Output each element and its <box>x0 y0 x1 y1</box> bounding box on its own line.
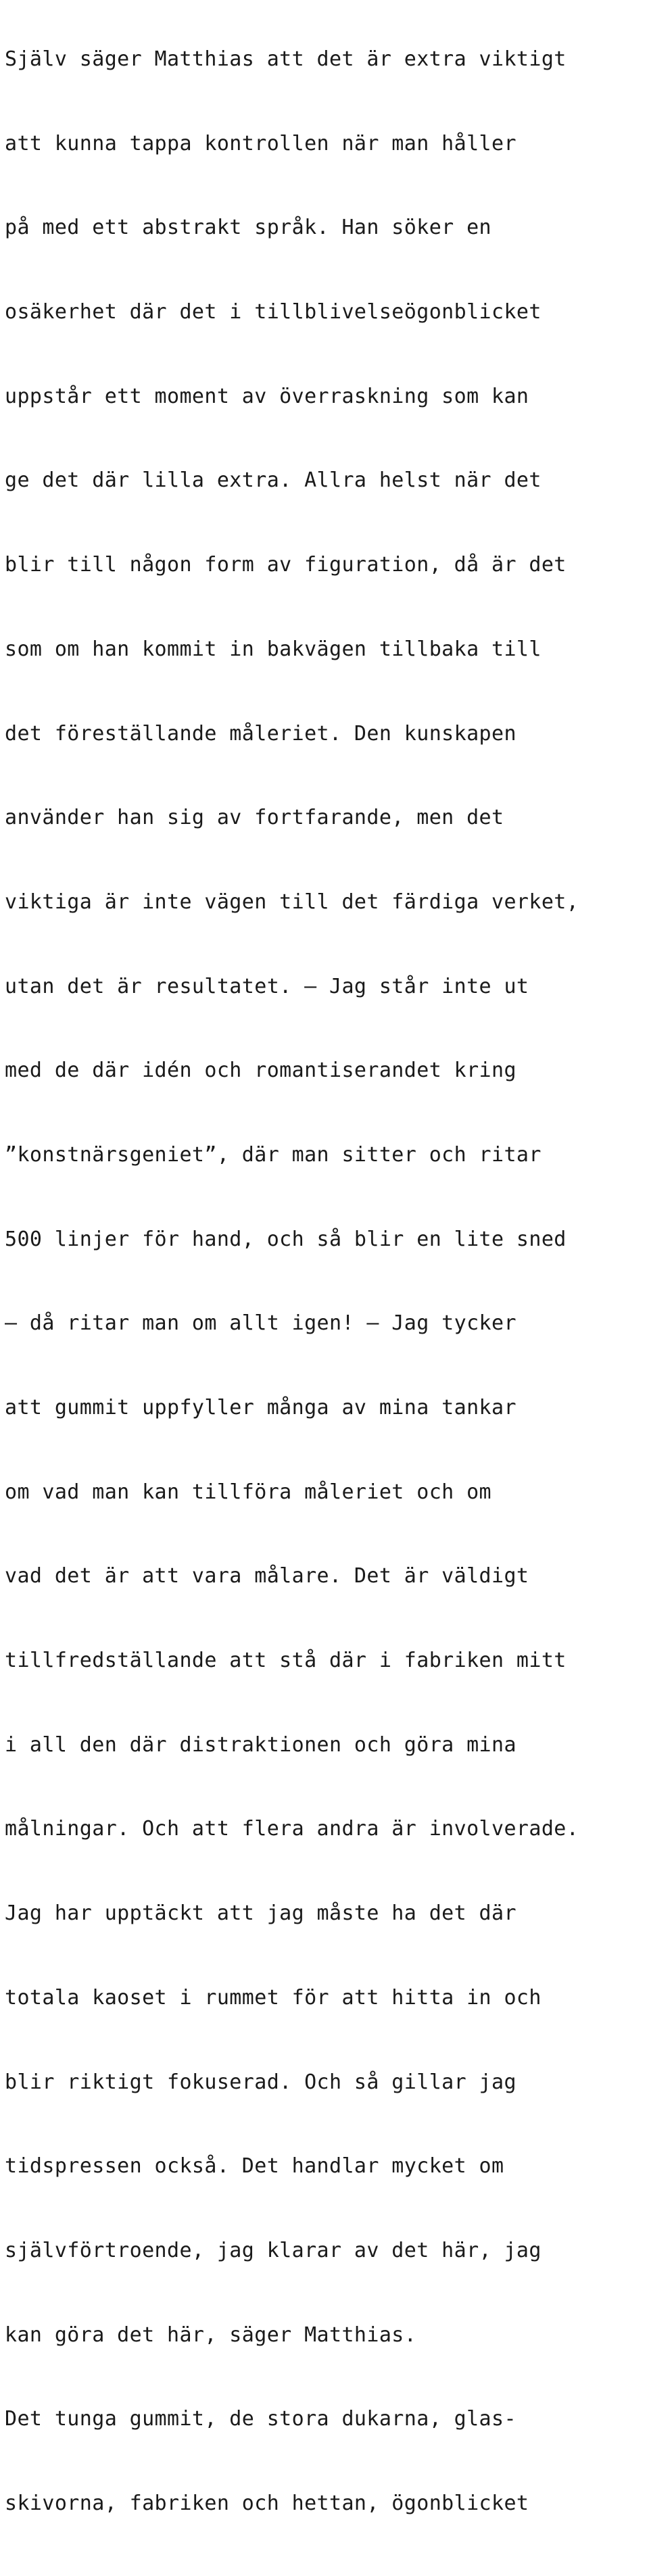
text-line: Jag har upptäckt att jag måste ha det där <box>5 1901 516 1926</box>
text-line: att kunna tappa kontrollen när man håller <box>5 131 516 155</box>
text-line: som om han kommit in bakvägen tillbaka till <box>5 637 542 661</box>
text-line: om vad man kan tillföra måleriet och om <box>5 1480 491 1504</box>
text-line: kan göra det här, säger Matthias. <box>5 2323 417 2347</box>
text-line: uppstår ett moment av överraskning som kan <box>5 384 529 408</box>
text-line: att gummit uppfyller många av mina tankar <box>5 1396 516 1419</box>
text-line: i all den där distraktionen och göra mina <box>5 1732 516 1757</box>
text-line: utan det är resultatet. – Jag står inte ut <box>5 974 529 998</box>
text-line: ”konstnärsgeniet”, där man sitter och ritar <box>5 1142 542 1167</box>
text-line: vad det är att vara målare. Det är väldigt <box>5 1564 529 1588</box>
text-line: använder han sig av fortfarande, men det <box>5 806 504 830</box>
text-line: blir riktigt fokuserad. Och så gillar jag <box>5 2070 516 2094</box>
text-line: tillfredställande att stå där i fabriken mitt <box>5 1649 567 1673</box>
text-line: – då ritar man om allt igen! – Jag tycker <box>5 1311 516 1336</box>
text-line: ge det där lilla extra. Allra helst när det <box>5 468 542 493</box>
text-line: osäkerhet där det i tillblivelseögonblicket <box>5 300 542 324</box>
text-line: med de där idén och romantiserandet kring <box>5 1059 516 1083</box>
text-line: självförtroende, jag klarar av det här, jag <box>5 2238 542 2262</box>
text-line: totala kaoset i rummet för att hitta in och <box>5 1985 542 2010</box>
text-line: tidspressen också. Det handlar mycket om <box>5 2154 504 2179</box>
text-line: det föreställande måleriet. Den kunskapen <box>5 721 516 746</box>
text-line: Det tunga gummit, de stora dukarna, glas- <box>5 2407 516 2431</box>
text-line: 500 linjer för hand, och så blir en lite sned <box>5 1227 567 1251</box>
text-line: på med ett abstrakt språk. Han söker en <box>5 216 491 240</box>
text-line: blir till någon form av figuration, då är det <box>5 553 567 577</box>
text-line: Själv säger Matthias att det är extra viktigt <box>5 47 567 71</box>
text-line: viktiga är inte vägen till det färdiga verket, <box>5 890 579 914</box>
text-line: målningar. Och att flera andra är involverade. <box>5 1817 579 1841</box>
body-text <box>5 0 649 2576</box>
text-line: skivorna, fabriken och hettan, ögonblicket <box>5 2491 529 2515</box>
